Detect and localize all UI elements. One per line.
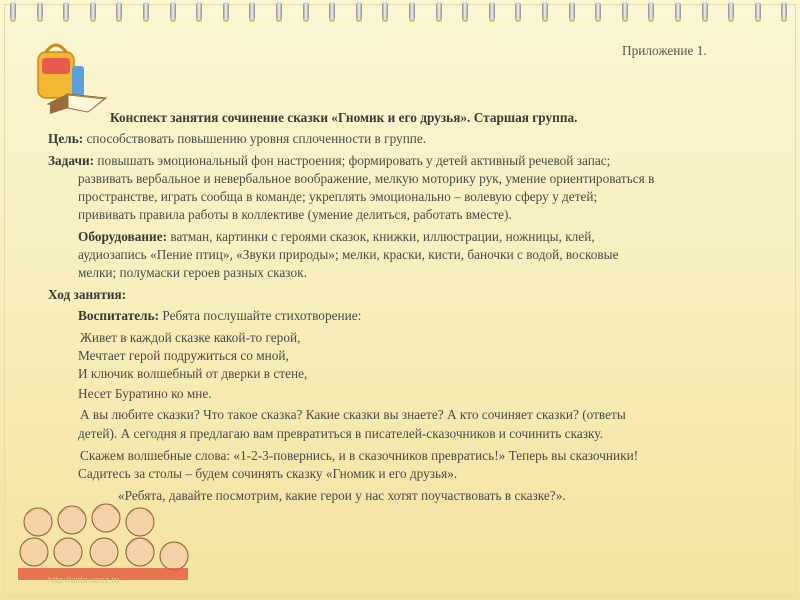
equipment-line-3: мелки; полумаски героев разных сказок. xyxy=(78,265,307,280)
spiral-ring xyxy=(329,2,335,20)
poem-line-1: Живет в каждой сказке какой-то герой, xyxy=(80,330,301,345)
teacher-text: Ребята послушайте стихотворение: xyxy=(159,308,362,323)
spiral-ring xyxy=(303,2,309,20)
lesson-heading: Ход занятия: xyxy=(48,287,127,302)
equipment-text-1: ватман, картинки с героями сказок, книжки, иллюстрации, ножницы, клей, xyxy=(167,229,595,244)
teacher-line xyxy=(78,308,361,324)
tasks-line-2: развивать вербальное и невербальное воображение, мелкую моторику рук, умение ориентироваться в xyxy=(78,171,655,186)
spiral-ring xyxy=(755,2,761,20)
spiral-ring xyxy=(622,2,628,20)
closing-line: «Ребята, давайте посмотрим, какие герои у нас хотят поучаствовать в сказке?». xyxy=(118,488,566,503)
spiral-ring xyxy=(143,2,149,20)
spiral-ring xyxy=(37,2,43,20)
tasks-line-3: пространстве, играть сообща в команде; укреплять эмоционально – волевую сферу у детей; xyxy=(78,189,598,204)
spiral-ring xyxy=(595,2,601,20)
goal-text: способствовать повышению уровня сплоченности в группе. xyxy=(83,131,427,146)
spiral-ring xyxy=(489,2,495,20)
tasks-text-1: повышать эмоциональный фон настроения; формировать у детей активный речевой запас; xyxy=(94,153,611,168)
document-title: Конспект занятия сочинение сказки «Гномик и его друзья». Старшая группа. xyxy=(110,110,578,125)
spiral-ring xyxy=(702,2,708,20)
spiral-ring xyxy=(10,2,16,20)
equipment-line-2: аудиозапись «Пение птиц», «Звуки природы»; мелки, краски, кисти, баночки с водой, восковые xyxy=(78,247,619,262)
spiral-ring xyxy=(781,2,787,20)
tasks-line-1 xyxy=(48,153,610,169)
school-bag-illustration xyxy=(28,38,110,120)
appendix-label: Приложение 1. xyxy=(622,43,707,58)
spiral-ring xyxy=(728,2,734,20)
equipment-line-1 xyxy=(78,229,595,245)
goal-label: Цель: xyxy=(48,131,84,146)
spiral-ring xyxy=(196,2,202,20)
tasks-line-4: прививать правила работы в коллективе (умение делиться, работать вместе). xyxy=(78,207,512,222)
paragraph-2-line-2: Садитесь за столы – будем сочинять сказку «Гномик и его друзья». xyxy=(78,466,458,481)
spiral-ring xyxy=(675,2,681,20)
spiral-binding xyxy=(0,0,800,24)
paragraph-2-line-1: Скажем волшебные слова: «1-2-3-повернись, и в сказочников превратись!» Теперь вы сказочники! xyxy=(80,448,639,463)
spiral-ring xyxy=(382,2,388,20)
watermark-url: http://aida.ucoz.ru xyxy=(48,575,120,585)
spiral-ring xyxy=(542,2,548,20)
spiral-ring xyxy=(356,2,362,20)
poem-line-3: И ключик волшебный от дверки в стене, xyxy=(78,366,308,381)
poem-line-2: Мечтает герой подружиться со мной, xyxy=(78,348,289,363)
tasks-label: Задачи: xyxy=(48,153,95,168)
spiral-ring xyxy=(170,2,176,20)
children-illustration xyxy=(8,500,198,580)
spiral-ring xyxy=(223,2,229,20)
spiral-ring xyxy=(116,2,122,20)
spiral-ring xyxy=(409,2,415,20)
spiral-ring xyxy=(648,2,654,20)
paragraph-1-line-1: А вы любите сказки? Что такое сказка? Какие сказки вы знаете? А кто сочиняет сказки? (ответы xyxy=(80,407,626,422)
poem-line-4: Несет Буратино ко мне. xyxy=(78,386,212,401)
goal-line xyxy=(48,131,426,147)
spiral-ring xyxy=(515,2,521,20)
spiral-ring xyxy=(436,2,442,20)
spiral-ring xyxy=(63,2,69,20)
paragraph-1-line-2: детей). А сегодня я предлагаю вам превратиться в писателей-сказочников и сочинить сказку. xyxy=(78,426,603,441)
teacher-label: Воспитатель: xyxy=(78,308,160,323)
spiral-ring xyxy=(569,2,575,20)
equipment-label: Оборудование: xyxy=(78,229,168,244)
spiral-ring xyxy=(462,2,468,20)
spiral-ring xyxy=(249,2,255,20)
spiral-ring xyxy=(90,2,96,20)
spiral-ring xyxy=(276,2,282,20)
